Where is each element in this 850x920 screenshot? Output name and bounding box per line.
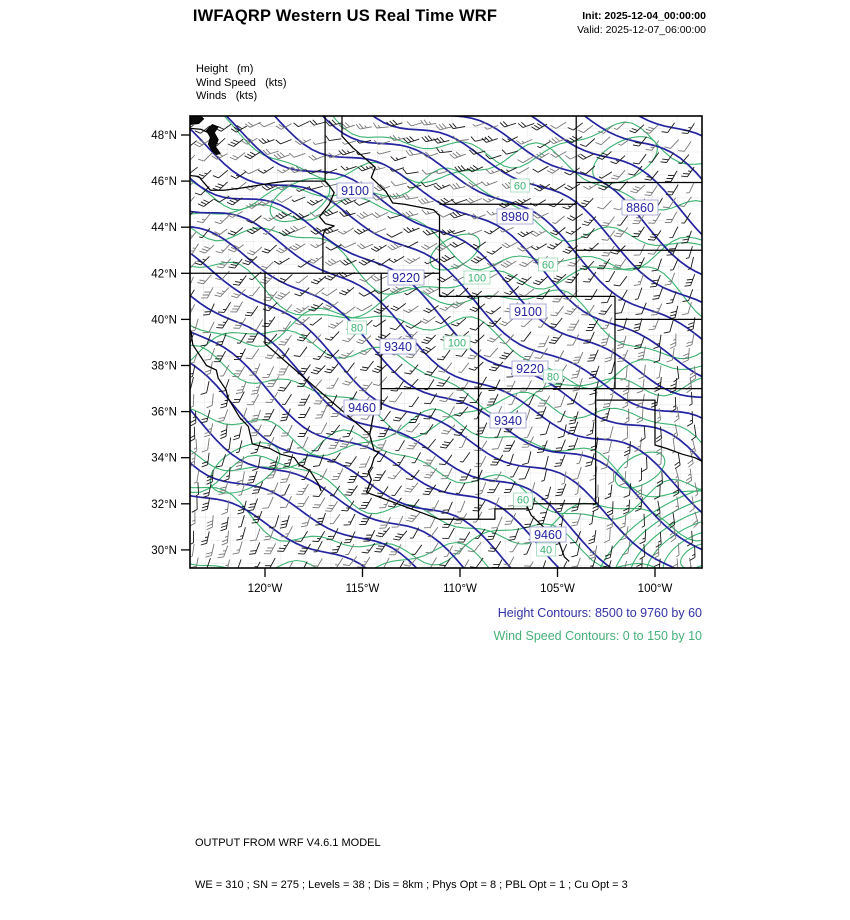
lat-axis [151,130,190,557]
puget-sound-shape [207,125,221,155]
svg-text:40: 40 [539,544,553,557]
legend-height: Height (m) [196,63,254,75]
page-title: IWFAQRP Western US Real Time WRF [192,7,498,25]
svg-text:9340: 9340 [384,340,412,354]
model-info-line1: OUTPUT FROM WRF V4.6.1 MODEL [195,837,381,849]
lat-tick-label: 46°N [151,176,177,189]
svg-text:60: 60 [516,494,530,507]
init-time: Init: 2025-12-04_00:00:00 [582,10,706,22]
lon-tick-label: 110°W [443,583,477,595]
svg-text:100: 100 [467,272,487,285]
wind-speed-contour-lines [184,84,827,663]
svg-text:9340: 9340 [494,414,522,428]
svg-text:9220: 9220 [392,271,420,285]
valid-time: Valid: 2025-12-07_06:00:00 [577,24,706,36]
svg-text:8980: 8980 [501,210,529,224]
svg-text:9220: 9220 [516,362,544,376]
lat-tick-label: 36°N [151,406,177,419]
legend-wind-speed: Wind Speed (kts) [196,76,287,89]
svg-text:9460: 9460 [348,401,376,415]
lat-tick-label: 40°N [151,314,177,327]
lon-tick-label: 100°W [637,583,673,595]
svg-text:9100: 9100 [341,184,369,198]
lat-tick-label: 42°N [151,268,177,281]
lon-tick-label: 105°W [540,583,575,595]
svg-text:9460: 9460 [534,528,562,542]
lon-tick-label: 115°W [345,583,380,595]
svg-text:60: 60 [513,180,527,193]
wind-speed-contours-caption: Wind Speed Contours: 0 to 150 by 10 [493,629,702,643]
lat-tick-label: 38°N [151,360,177,373]
svg-text:9100: 9100 [514,305,542,319]
lon-axis [248,568,673,595]
height-contours-caption: Height Contours: 8500 to 9760 by 60 [497,606,702,620]
lat-tick-label: 32°N [151,498,177,511]
svg-text:80: 80 [546,371,560,384]
lat-tick-label: 44°N [151,222,177,235]
lon-tick-label: 120°W [247,583,283,595]
lat-tick-label: 48°N [151,130,177,142]
svg-text:60: 60 [541,259,555,272]
puget-sound-shape [173,116,204,125]
lat-tick-label: 34°N [151,452,177,465]
model-info-line2: WE = 310 ; SN = 275 ; Levels = 38 ; Dis = 8km ; Phys Opt = 8 ; PBL Opt = 1 ; Cu Opt = 3 [195,879,628,891]
legend-winds: Winds (kts) [196,90,258,102]
svg-text:8860: 8860 [626,201,654,215]
svg-text:100: 100 [447,337,467,350]
height-contour-lines [184,0,704,792]
lat-tick-label: 30°N [151,544,177,557]
map-interior [173,0,827,792]
model-info [195,808,628,920]
svg-text:80: 80 [350,322,364,335]
